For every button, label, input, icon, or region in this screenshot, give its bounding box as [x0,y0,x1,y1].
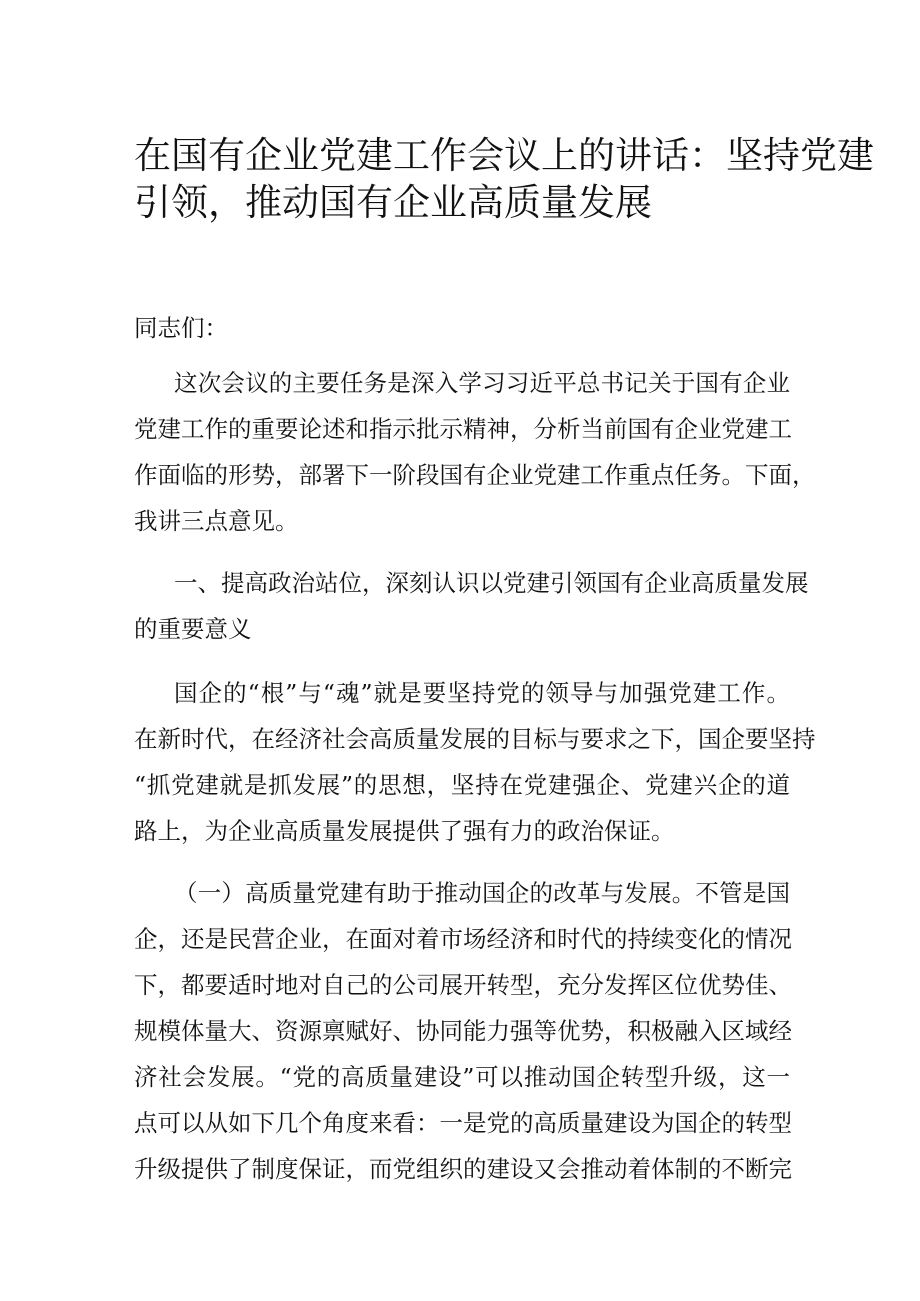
paragraph-line: 国企的“根”与“魂”就是要坚持党的领导与加强党建工作。 [174,679,790,707]
paragraph-intro [134,360,816,544]
paragraph-line: 的重要意义 [134,615,252,643]
title-line-1: 在国有企业党建工作会议上的讲话：坚持党建 [134,134,874,177]
document-title [134,132,874,226]
section-heading-1 [134,560,809,652]
paragraph-line: 规模体量大、资源禀赋好、协同能力强等优势，积极融入区域经 [134,1017,792,1045]
paragraph-line: 企，还是民营企业，在面对着市场经济和时代的持续变化的情况 [134,925,792,953]
paragraph-line: 作面临的形势，部署下一阶段国有企业党建工作重点任务。下面， [134,461,816,489]
paragraph-line: 这次会议的主要任务是深入学习习近平总书记关于国有企业 [174,369,790,397]
paragraph-subsection-1 [134,870,790,1192]
paragraph-line: 党建工作的重要论述和指示批示精神，分析当前国有企业党建工 [134,415,792,443]
paragraph-line: 济社会发展。“党的高质量建设”可以推动国企转型升级，这一 [134,1063,790,1091]
title-line-2: 引领，推动国有企业高质量发展 [134,181,652,224]
salutation: 同志们： [134,314,228,342]
paragraph-line: 路上，为企业高质量发展提供了强有力的政治保证。 [134,817,675,845]
paragraph-line: 升级提供了制度保证，而党组织的建设又会推动着体制的不断完 [134,1155,792,1183]
paragraph-line: 我讲三点意见。 [134,507,299,535]
paragraph-line: 下，都要适时地对自己的公司展开转型，充分发挥区位优势佳、 [134,971,792,999]
paragraph-line: （一）高质量党建有助于推动国企的改革与发展。不管是国 [174,879,790,907]
paragraph-line: 一、提高政治站位，深刻认识以党建引领国有企业高质量发展 [174,569,809,597]
paragraph-root-soul [134,670,816,854]
paragraph-line: “抓党建就是抓发展”的思想，坚持在党建强企、党建兴企的道 [134,771,790,799]
paragraph-line: 在新时代，在经济社会高质量发展的目标与要求之下，国企要坚持 [134,725,816,753]
paragraph-line: 点可以从如下几个角度来看：一是党的高质量建设为国企的转型 [134,1109,792,1137]
